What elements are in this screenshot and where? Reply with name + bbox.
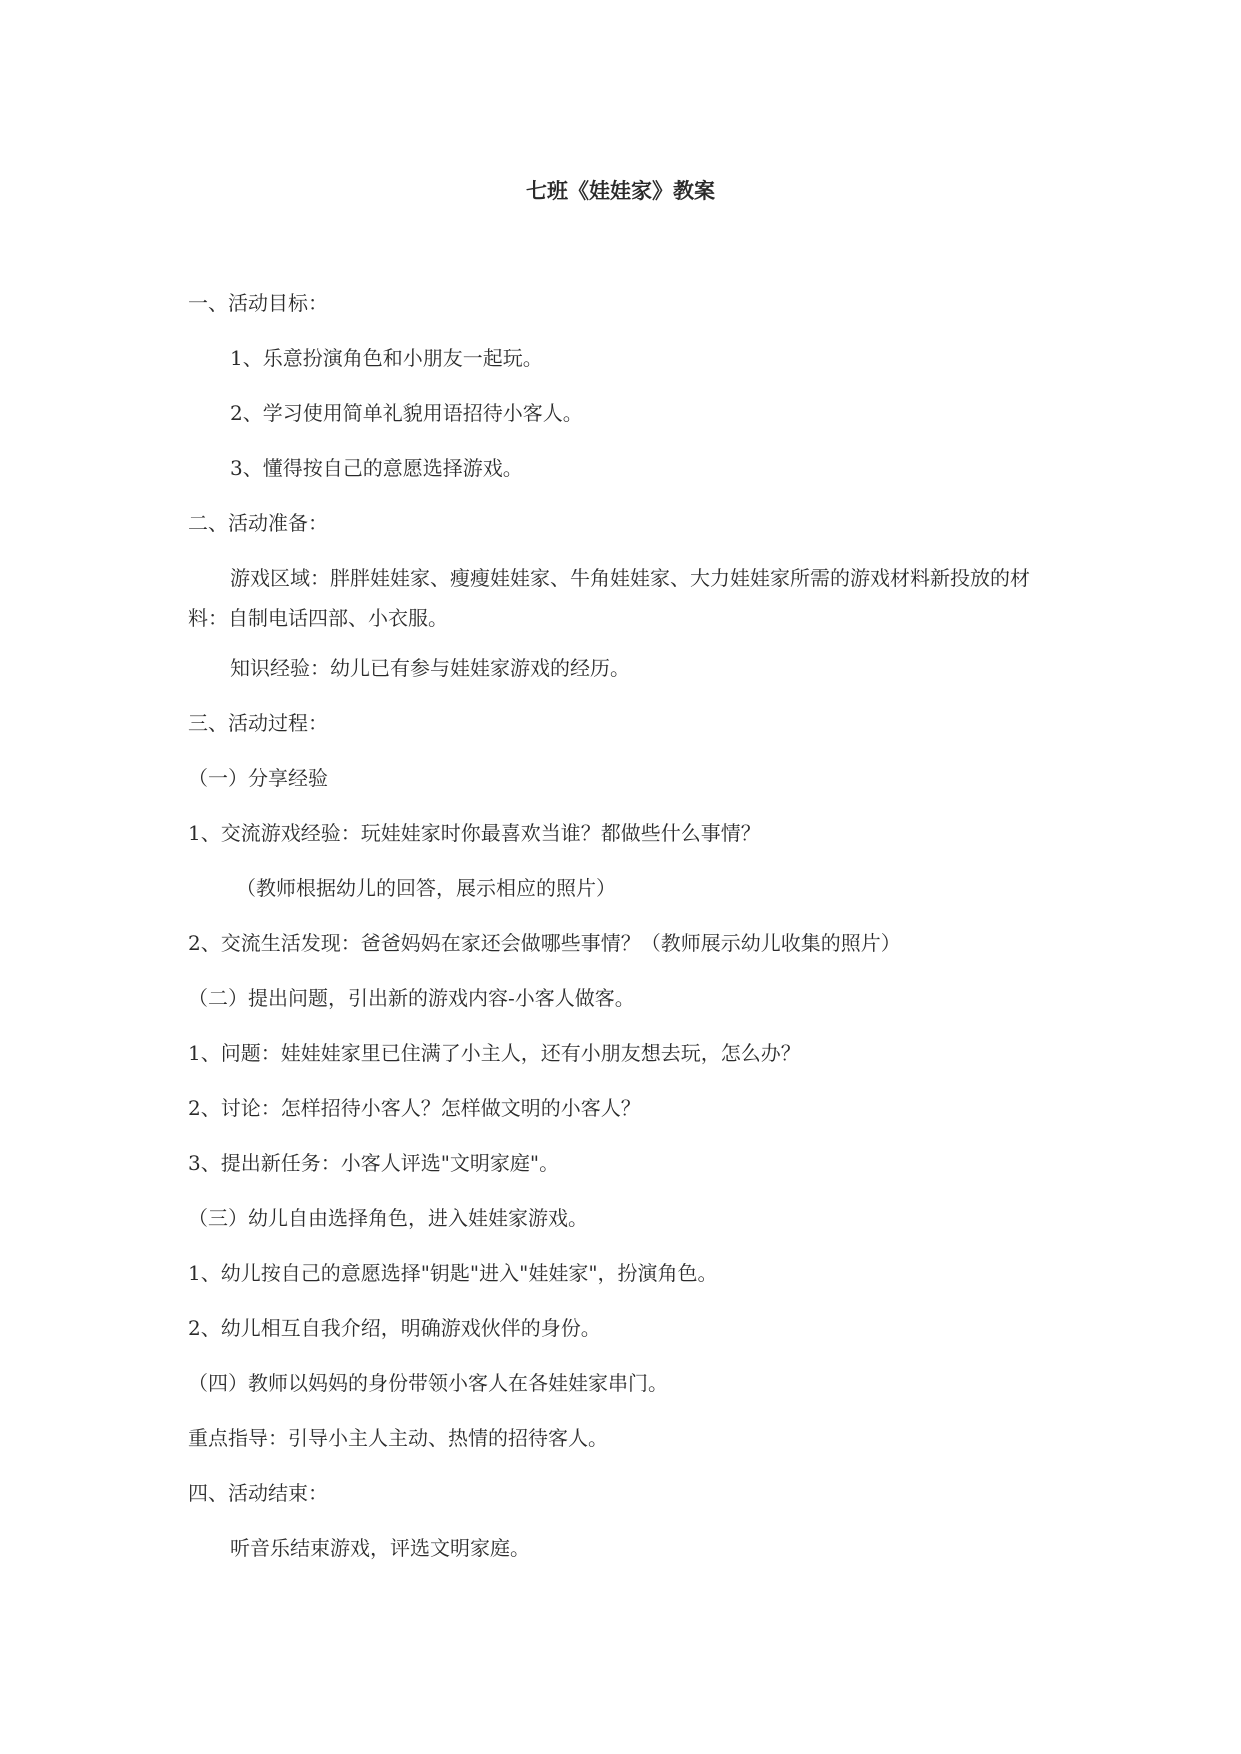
process-step-1-item-2: 2、交流生活发现：爸爸妈妈在家还会做哪些事情？（教师展示幼儿收集的照片）: [188, 931, 901, 955]
document-title: 七班《娃娃家》教案: [526, 178, 715, 203]
process-step-1-item-1: 1、交流游戏经验：玩娃娃家时你最喜欢当谁？都做些什么事情？: [188, 821, 761, 845]
goal-item-3: 3、懂得按自己的意愿选择游戏。: [230, 456, 523, 480]
process-step-2-item-1: 1、问题：娃娃娃家里已住满了小主人，还有小朋友想去玩，怎么办？: [188, 1041, 801, 1065]
goal-item-1: 1、乐意扮演角色和小朋友一起玩。: [230, 346, 543, 370]
section-heading-process: 三、活动过程：: [188, 711, 328, 735]
process-step-3-item-1: 1、幼儿按自己的意愿选择"钥匙"进入"娃娃家"，扮演角色。: [188, 1261, 718, 1285]
section-heading-goals: 一、活动目标：: [188, 291, 328, 315]
preparation-paragraph-area: 游戏区域：胖胖娃娃家、瘦瘦娃娃家、牛角娃娃家、大力娃娃家所需的游戏材料新投放的材料：自制电话四部、小衣服。: [188, 566, 1030, 630]
section-heading-ending: 四、活动结束：: [188, 1481, 328, 1505]
process-step-2-item-2: 2、讨论：怎样招待小客人？怎样做文明的小客人？: [188, 1096, 641, 1120]
process-step-3-heading: （三）幼儿自由选择角色，进入娃娃家游戏。: [188, 1206, 588, 1230]
goal-item-2: 2、学习使用简单礼貌用语招待小客人。: [230, 401, 583, 425]
process-step-4-heading: （四）教师以妈妈的身份带领小客人在各娃娃家串门。: [188, 1371, 668, 1395]
process-step-1-note: （教师根据幼儿的回答，展示相应的照片）: [236, 876, 616, 900]
ending-paragraph: 听音乐结束游戏，评选文明家庭。: [230, 1536, 530, 1560]
preparation-paragraph-knowledge: 知识经验：幼儿已有参与娃娃家游戏的经历。: [230, 656, 630, 680]
process-step-1-heading: （一）分享经验: [188, 766, 328, 790]
section-heading-preparation: 二、活动准备：: [188, 511, 328, 535]
process-step-3-item-2: 2、幼儿相互自我介绍，明确游戏伙伴的身份。: [188, 1316, 601, 1340]
process-step-2-heading: （二）提出问题，引出新的游戏内容-小客人做客。: [188, 986, 635, 1010]
focus-guidance: 重点指导：引导小主人主动、热情的招待客人。: [188, 1426, 608, 1450]
process-step-2-item-3: 3、提出新任务：小客人评选"文明家庭"。: [188, 1151, 560, 1175]
